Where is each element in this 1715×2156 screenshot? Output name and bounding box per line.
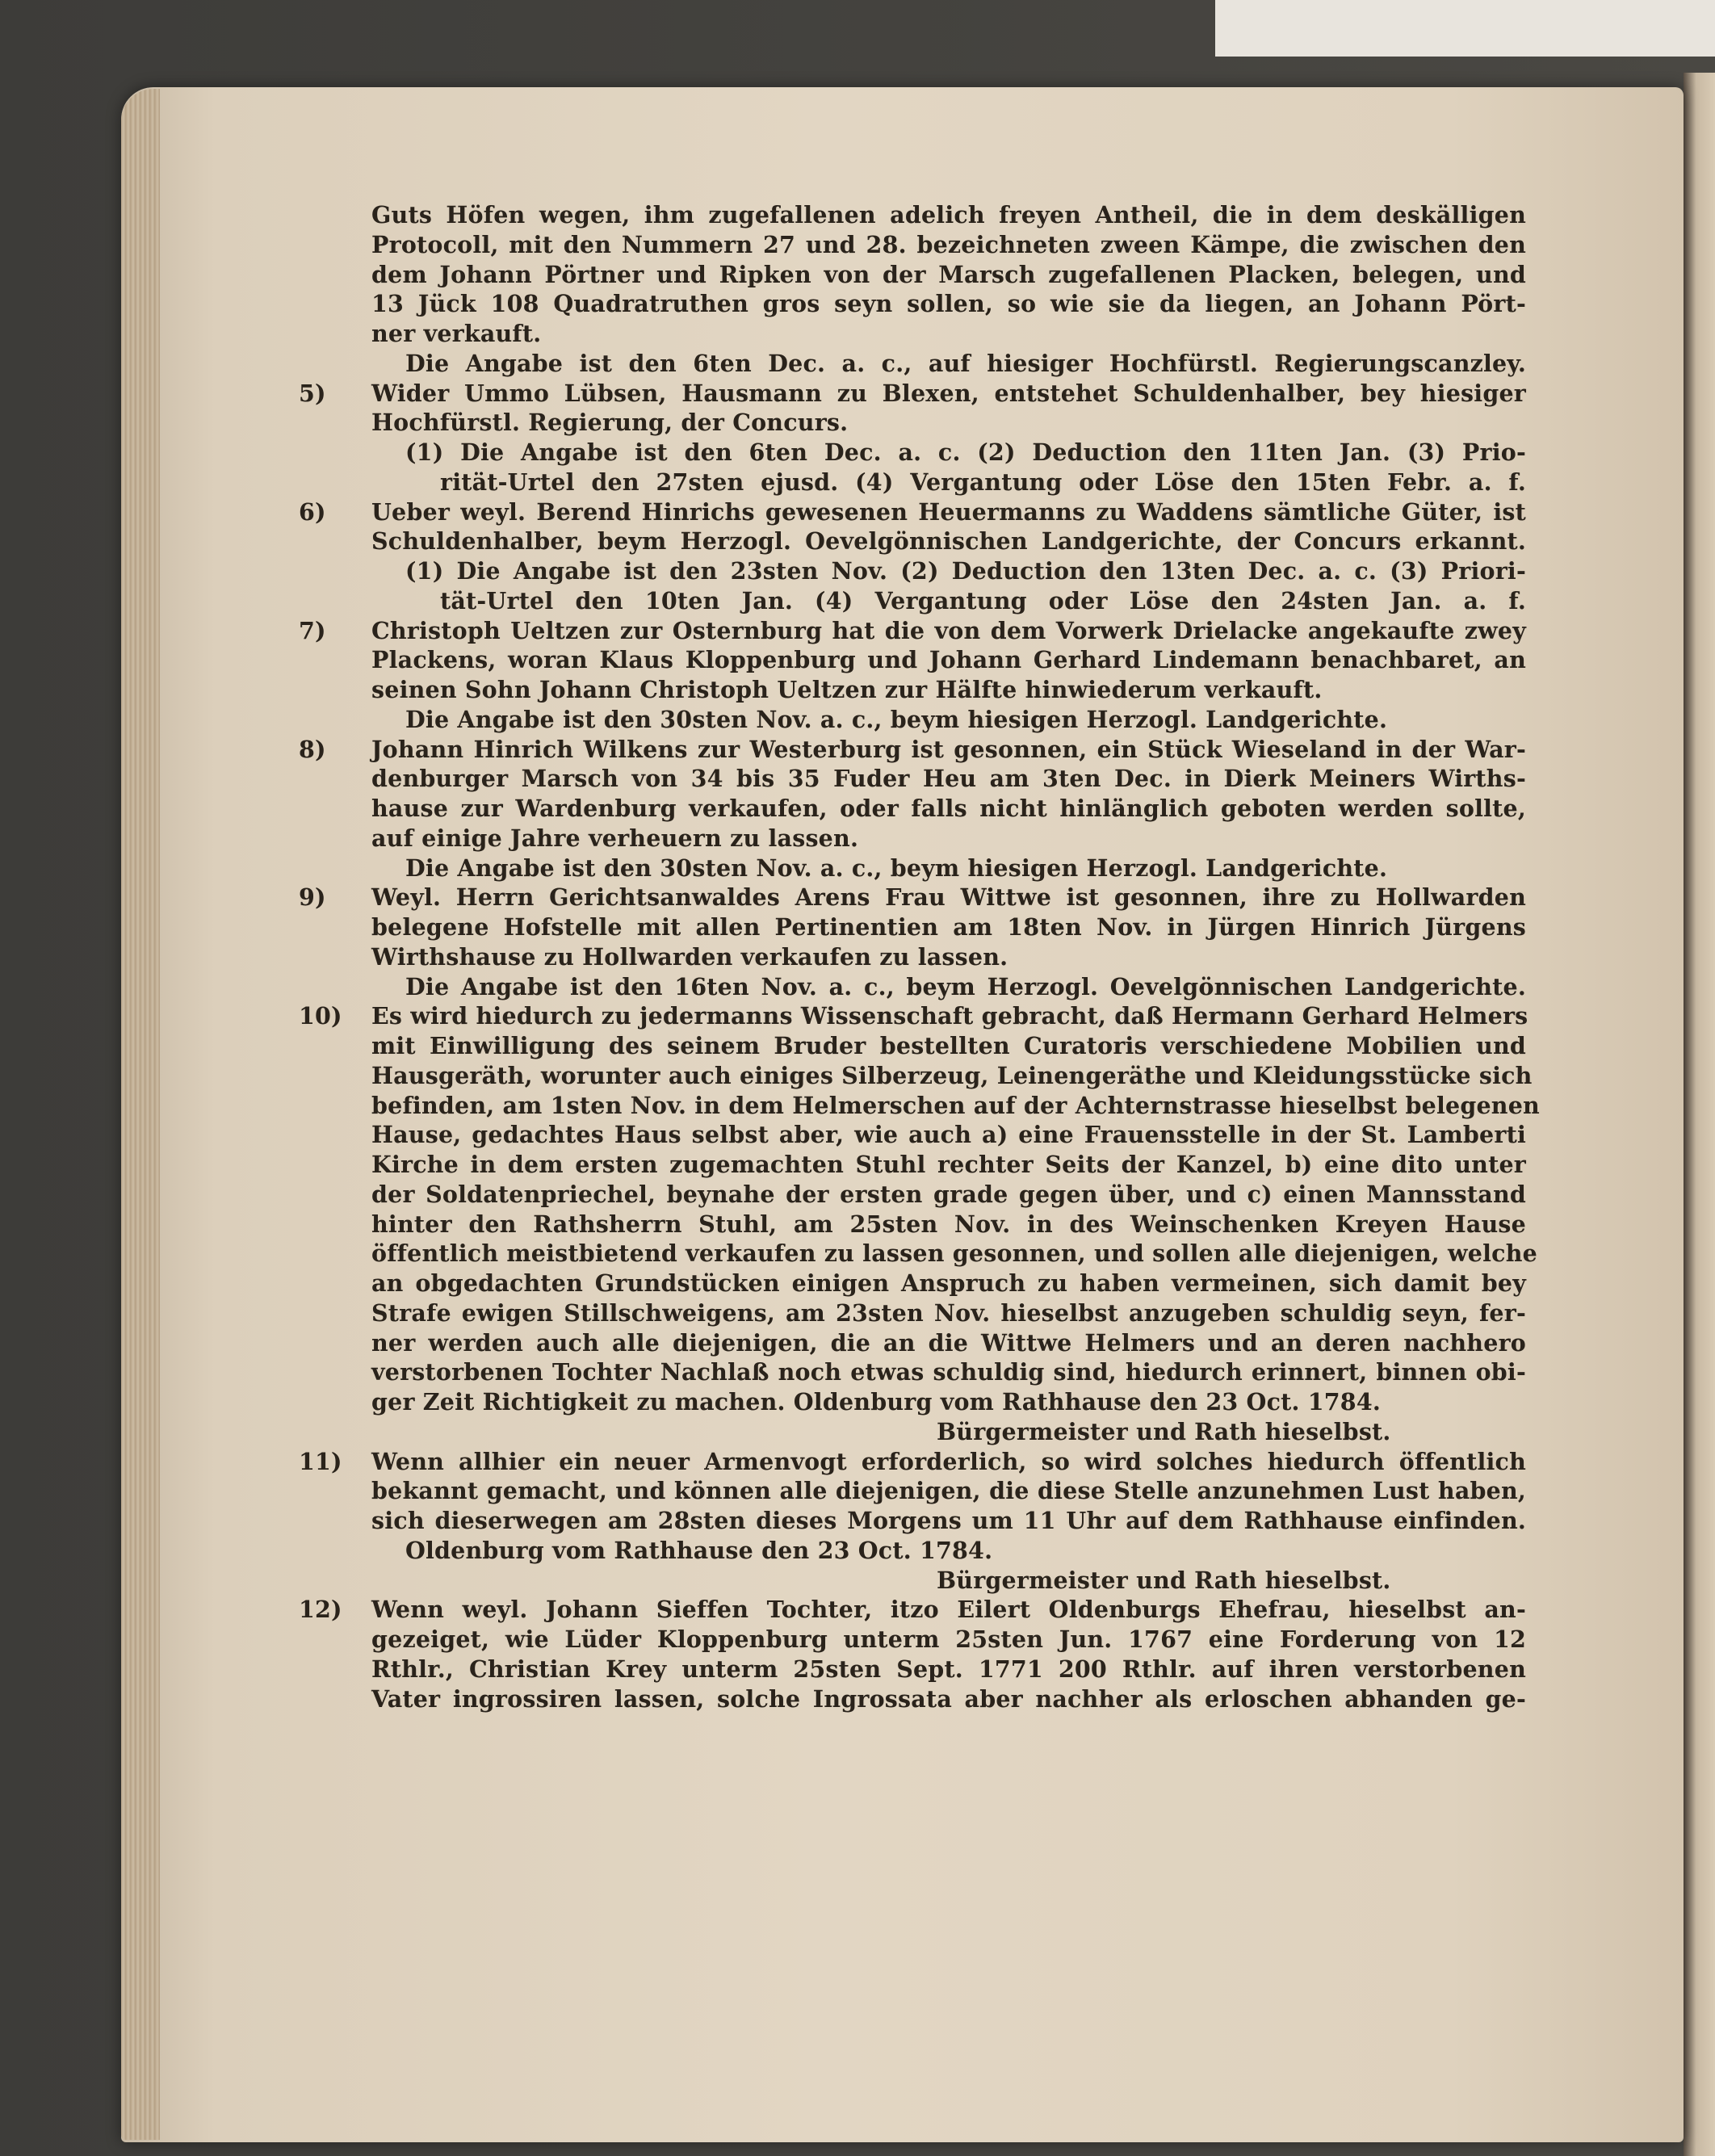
- text-line: Vater ingrossiren lassen, solche Ingrossata aber nachher als erloschen abhanden ge-: [371, 1684, 1526, 1713]
- item-number: 8): [299, 735, 326, 763]
- item-number: 12): [299, 1596, 342, 1624]
- text-line: 5) Wider Ummo Lübsen, Hausmann zu Blexen, entstehet Schuldenhalber, bey hiesiger: [299, 379, 1526, 407]
- text-line: Rthlr., Christian Krey unterm 25sten Sept. 1771 200 Rthlr. auf ihren verstorbenen: [371, 1655, 1526, 1683]
- text-line: Schuldenhalber, beym Herzogl. Oevelgönnischen Landgerichte, der Concurs erkannt.: [371, 527, 1526, 556]
- page-stack-edge: [121, 89, 160, 2140]
- text-line: hause zur Wardenburg verkaufen, oder falls nicht hinlänglich geboten werden sollte,: [371, 795, 1526, 822]
- text-line: ner verkauft.: [371, 320, 542, 347]
- text-line: mit Einwilligung des seinem Bruder bestellten Curatoris verschiedene Mobilien und: [371, 1032, 1526, 1059]
- text-line: 6) Ueber weyl. Berend Hinrichs gewesenen Heuermanns zu Waddens sämtliche Güter, ist: [299, 497, 1526, 526]
- text-line: denburger Marsch von 34 bis 35 Fuder Heu am 3ten Dec. in Dierk Meiners Wirths-: [371, 765, 1526, 793]
- text-line: 7) Christoph Ueltzen zur Osternburg hat die von dem Vorwerk Drielacke angekaufte zwey: [299, 616, 1526, 644]
- text-line: (1) Die Angabe ist den 6ten Dec. a. c. (2) Deduction den 11ten Jan. (3) Prio-: [405, 438, 1526, 466]
- text-line: 12) Wenn weyl. Johann Sieffen Tochter, itzo Eilert Oldenburgs Ehefrau, hieselbst an-: [299, 1596, 1526, 1624]
- text-line: befinden, am 1sten Nov. in dem Helmerschen auf der Achternstrasse hieselbst belegenen: [371, 1091, 1540, 1119]
- text-line: Strafe ewigen Stillschweigens, am 23sten Nov. hieselbst anzugeben schuldig seyn, fer-: [371, 1298, 1526, 1327]
- text-line: Die Angabe ist den 30sten Nov. a. c., beym hiesigen Herzogl. Landgerichte.: [405, 854, 1388, 882]
- facing-page-edge: [1684, 73, 1715, 2156]
- text-line: hinter den Rathsherrn Stuhl, am 25sten Nov. in des Weinschenken Kreyen Hause: [371, 1210, 1526, 1238]
- text-line: an obgedachten Grundstücken einigen Anspruch zu haben vermeinen, sich damit bey: [371, 1269, 1526, 1297]
- item-number: 9): [299, 883, 326, 912]
- text-line: ner werden auch alle diejenigen, die an die Wittwe Helmers und an deren nachhero: [371, 1328, 1526, 1357]
- signature-line: Bürgermeister und Rath hieselbst.: [937, 1566, 1391, 1594]
- text-line: Guts Höfen wegen, ihm zugefallenen adelich freyen Antheil, die in dem deskälligen: [371, 201, 1526, 229]
- text-line: (1) Die Angabe ist den 23sten Nov. (2) Deduction den 13ten Dec. a. c. (3) Priori-: [405, 557, 1526, 585]
- text-line: gezeiget, wie Lüder Kloppenburg unterm 25sten Jun. 1767 eine Forderung von 12: [371, 1625, 1526, 1653]
- text-line: 9) Weyl. Herrn Gerichtsanwaldes Arens Frau Wittwe ist gesonnen, ihre zu Hollwarden: [299, 883, 1526, 912]
- item-number: 7): [299, 616, 326, 644]
- text-line: Protocoll, mit den Nummern 27 und 28. bezeichneten zween Kämpe, die zwischen den: [371, 230, 1526, 258]
- text-line: der Soldatenpriechel, beynahe der ersten grade gegen über, und c) einen Mannsstand: [371, 1180, 1526, 1208]
- text-line: Hochfürstl. Regierung, der Concurs.: [371, 409, 849, 437]
- text-line: 8) Johann Hinrich Wilkens zur Westerburg ist gesonnen, ein Stück Wieseland in der War-: [299, 735, 1526, 763]
- text-line: Die Angabe ist den 30sten Nov. a. c., beym hiesigen Herzogl. Landgerichte.: [405, 705, 1388, 733]
- text-line: Wirthshause zu Hollwarden verkaufen zu lassen.: [371, 942, 1008, 971]
- item-number: 11): [299, 1447, 342, 1475]
- text-line: belegene Hofstelle mit allen Pertinentien am 18ten Nov. in Jürgen Hinrich Jürgens: [371, 913, 1526, 941]
- text-line: Die Angabe ist den 6ten Dec. a. c., auf hiesiger Hochfürstl. Regierungscanzley.: [405, 349, 1526, 377]
- text-line: auf einige Jahre verheuern zu lassen.: [371, 824, 859, 852]
- text-line: Hause, gedachtes Haus selbst aber, wie auch a) eine Frauensstelle in der St. Lamberti: [371, 1121, 1526, 1149]
- facing-page-corner: [1215, 0, 1715, 57]
- text-line: 11) Wenn allhier ein neuer Armenvogt erforderlich, so wird solches hiedurch öffentlich: [299, 1447, 1526, 1475]
- text-line: Die Angabe ist den 16ten Nov. a. c., beym Herzogl. Oevelgönnischen Landgerichte.: [405, 972, 1526, 1000]
- text-line: dem Johann Pörtner und Ripken von der Marsch zugefallenen Placken, belegen, und: [371, 260, 1526, 288]
- text-line: verstorbenen Tochter Nachlaß noch etwas schuldig sind, hiedurch erinnert, binnen obi-: [371, 1358, 1526, 1386]
- text-line: rität-Urtel den 27sten ejusd. (4) Vergantung oder Löse den 15ten Febr. a. f.: [440, 468, 1526, 496]
- item-number: 5): [299, 379, 326, 407]
- item-number: 6): [299, 497, 326, 526]
- text-line: bekannt gemacht, und können alle diejenigen, die diese Stelle anzunehmen Lust haben,: [371, 1477, 1526, 1505]
- text-column: [299, 200, 1540, 1713]
- signature-line: Bürgermeister und Rath hieselbst.: [937, 1417, 1391, 1445]
- text-line: Plackens, woran Klaus Kloppenburg und Johann Gerhard Lindemann benachbaret, an: [371, 646, 1526, 674]
- text-line: ger Zeit Richtigkeit zu machen. Oldenburg vom Rathhause den 23 Oct. 1784.: [371, 1388, 1381, 1416]
- text-line: sich dieserwegen am 28sten dieses Morgens um 11 Uhr auf dem Rathhause einfinden.: [371, 1507, 1526, 1534]
- text-line: Hausgeräth, worunter auch einiges Silberzeug, Leinengeräthe und Kleidungsstücke sich: [371, 1061, 1533, 1089]
- text-line: tät-Urtel den 10ten Jan. (4) Vergantung oder Löse den 24sten Jan. a. f.: [440, 586, 1526, 615]
- text-line: Oldenburg vom Rathhause den 23 Oct. 1784.: [405, 1536, 993, 1564]
- text-line: Kirche in dem ersten zugemachten Stuhl rechter Seits der Kanzel, b) eine dito unter: [371, 1151, 1526, 1178]
- text-line: öffentlich meistbietend verkaufen zu lassen gesonnen, und sollen alle diejenigen, welche: [371, 1239, 1537, 1268]
- text-line: seinen Sohn Johann Christoph Ueltzen zur Hälfte hinwiederum verkauft.: [371, 676, 1323, 703]
- item-number: 10): [299, 1002, 342, 1030]
- text-line: 10) Es wird hiedurch zu jedermanns Wissenschaft gebracht, daß Hermann Gerhard Helmers: [299, 1002, 1528, 1030]
- text-line: 13 Jück 108 Quadratruthen gros seyn sollen, so wie sie da liegen, an Johann Pört-: [371, 290, 1526, 318]
